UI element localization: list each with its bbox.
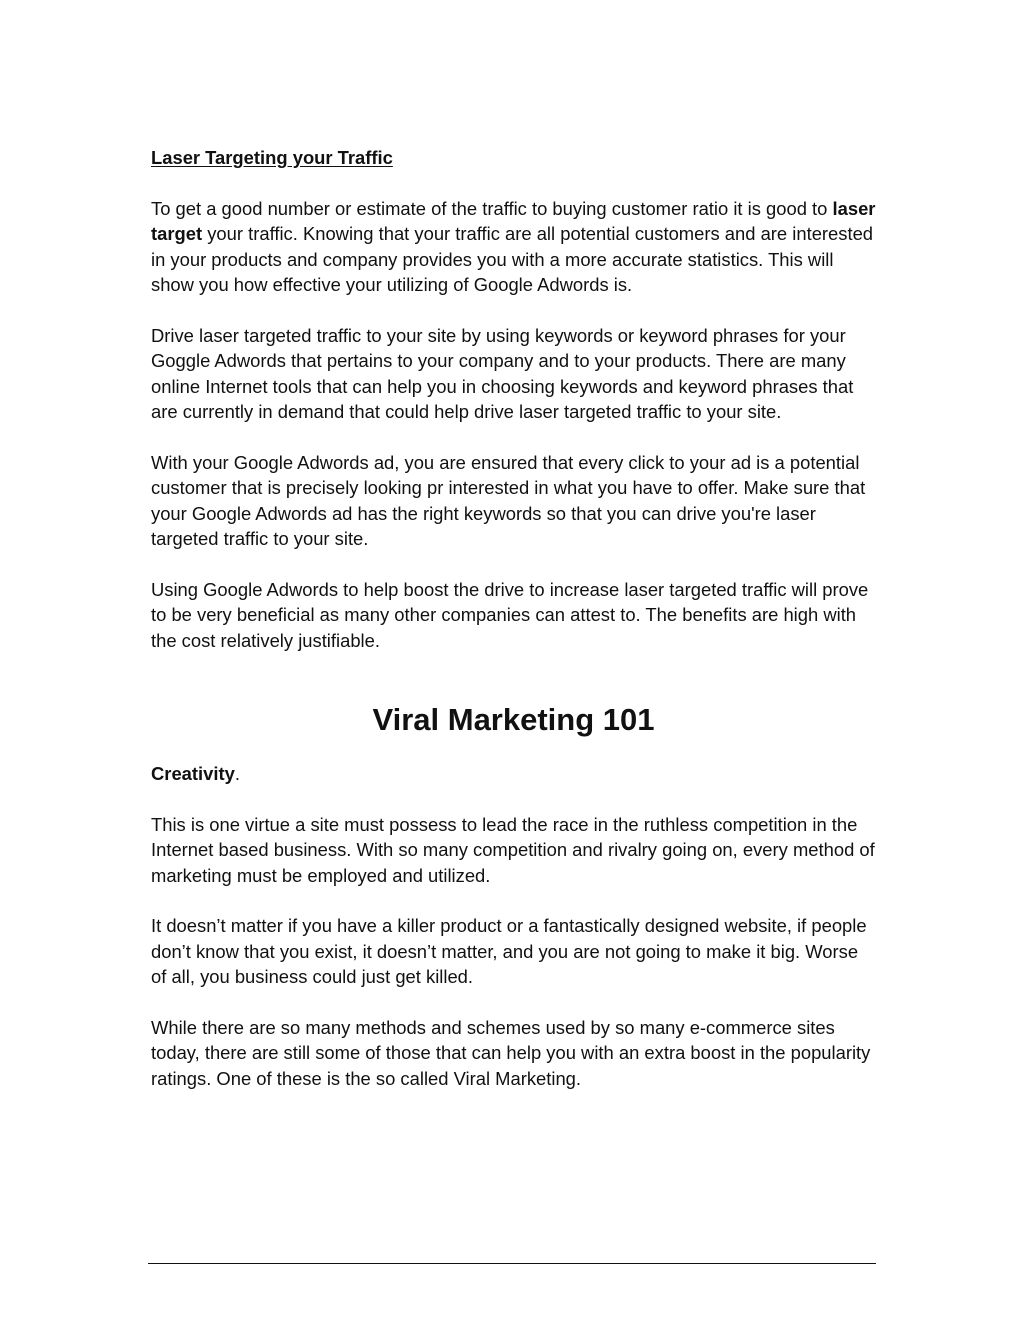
section-gap	[151, 740, 876, 761]
subheading-punctuation: .	[234, 763, 240, 785]
document-page	[151, 145, 876, 1091]
section-heading-laser-targeting: Laser Targeting your Traffic	[151, 147, 393, 168]
subheading-text: Creativity	[151, 763, 235, 785]
paragraph-adwords-benefits: Using Google Adwords to help boost the drive to increase laser targeted traffic will prove to be very beneficial as many other companies can attest to. The benefits are high with the cost relatively justifiable.	[151, 578, 869, 651]
paragraph-gap	[151, 424, 876, 449]
paragraph-adwords-ad: With your Google Adwords ad, you are ensured that every click to your ad is a potential customer that is precisely looking pr interested in what you have to offer. Make sure that your Google Adwords ad has the right keywords so that you can drive you're laser targeted traffic to your site.	[151, 451, 866, 550]
paragraph-gap	[151, 888, 876, 913]
paragraph-gap	[151, 990, 876, 1015]
paragraph-text: To get a good number or estimate of the traffic to buying customer ratio it is good to	[151, 197, 833, 219]
paragraph-gap	[151, 786, 876, 811]
subheading-creativity	[151, 761, 876, 786]
bold-term-laser-target: laser target	[151, 197, 876, 245]
page-title-viral-marketing: Viral Marketing 101	[372, 702, 655, 738]
section-gap	[151, 653, 876, 700]
paragraph-gap	[151, 297, 876, 322]
paragraph-viral-marketing: While there are so many methods and schemes used by so many e-commerce sites today, there are still some of those that can help you with an extra boost in the popularity ratings. One of these is the so called Viral Marketing.	[151, 1017, 871, 1089]
paragraph-drive-traffic: Drive laser targeted traffic to your site by using keywords or keyword phrases for your Goggle Adwords that pertains to your company and to your products. There are many online Internet tools that can help you in choosing keywords and keyword phrases that are currently in demand that could help drive laser targeted traffic to your site.	[151, 324, 854, 423]
paragraph-gap	[151, 551, 876, 576]
paragraph-killer-product: It doesn’t matter if you have a killer product or a fantastically designed website, if people don’t know that you exist, it doesn’t matter, and you are not going to make it big. Worse of all, you business could just get killed.	[151, 915, 867, 988]
paragraph-text: your traffic. Knowing that your traffic are all potential customers and are interested in your products and company provides you with a more accurate statistics. This will show you how effective your utilizing of Google Adwords is.	[151, 223, 874, 296]
paragraph-gap	[151, 170, 876, 195]
paragraph-laser-intro	[151, 196, 876, 298]
footer-divider	[148, 1263, 876, 1264]
paragraph-virtue: This is one virtue a site must possess to lead the race in the ruthless competition in the Internet based business. With so many competition and rivalry going on, every method of marketing must be employed and utilized.	[151, 813, 875, 886]
